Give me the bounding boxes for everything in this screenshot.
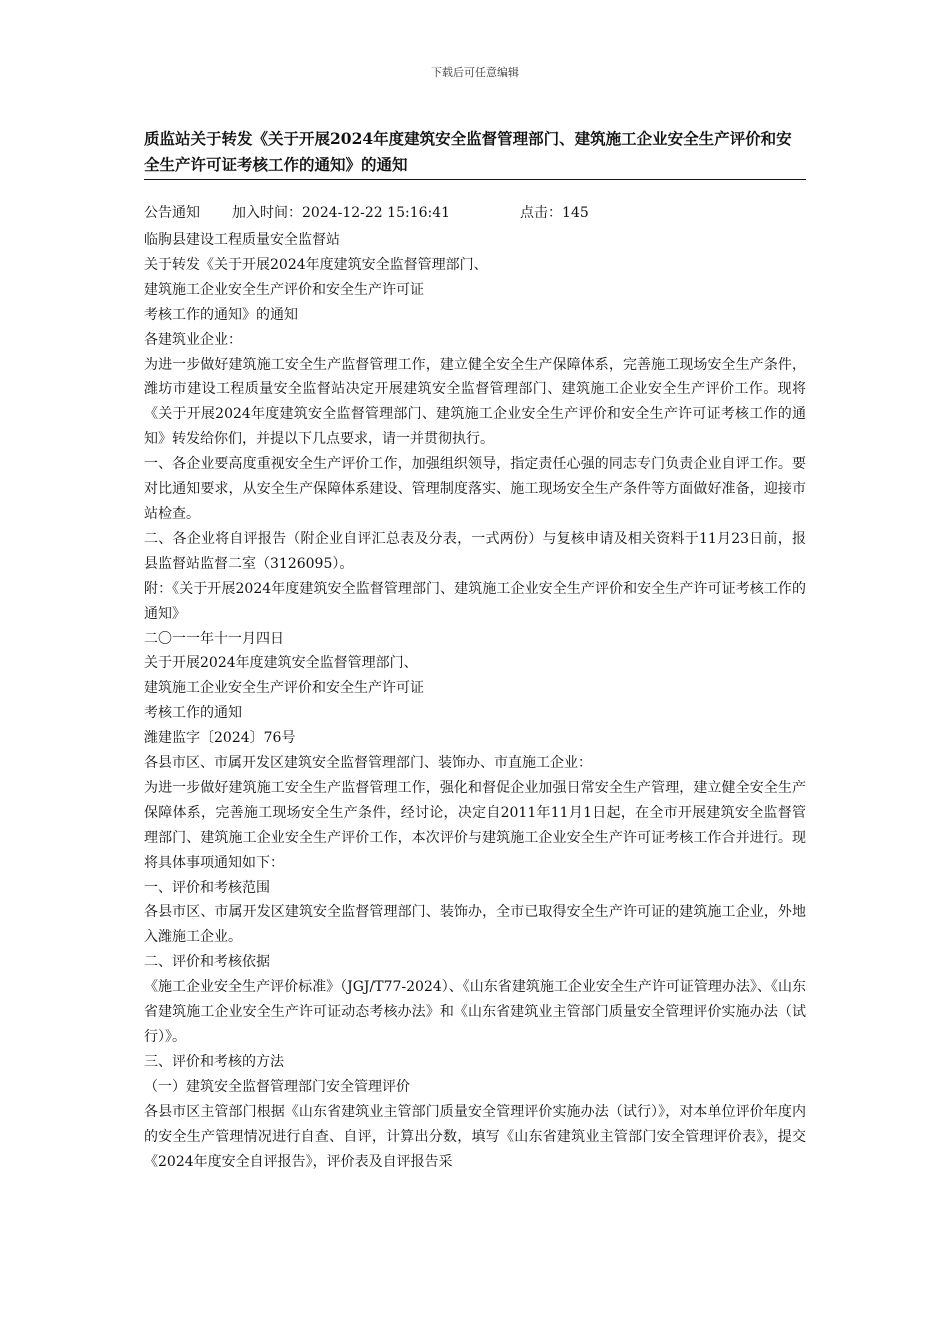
- paragraph: 潍建监字〔2024〕76号: [144, 730, 296, 747]
- paragraph: 各县市区主管部门根据《山东省建筑业主管部门质量安全管理评价实施办法（试行）》，对本单位评价年度内的安全生产管理情况进行自查、自评，计算出分数，填写《山东省建筑业主管部门安全管理评价表》，提交《2024年度安全自评报告》，评价表及自评报告采: [144, 1103, 806, 1170]
- paragraph: 二、各企业将自评报告（附企业自评汇总表及分表，一式两份）与复核申请及相关资料于11月23日前，报县监督站监督二室（3126095）。: [144, 530, 806, 572]
- paragraph: 临朐县建设工程质量安全监督站: [144, 232, 340, 248]
- paragraph: 《施工企业安全生产评价标准》（JGJ/T77-2024）、《山东省建筑施工企业安全生产许可证管理办法》、《山东省建筑施工企业安全生产许可证动态考核办法》和《山东省建筑业主管部门质量安全管理评价实施办法（试行）》。: [144, 979, 806, 1045]
- category-label: 公告通知: [144, 205, 200, 221]
- paragraph: 考核工作的通知》的通知: [144, 306, 298, 323]
- paragraph: 考核工作的通知: [144, 705, 242, 722]
- click-count: 点击：145: [520, 205, 589, 221]
- paragraph: 各建筑业企业：: [144, 331, 242, 348]
- document-meta: [144, 202, 806, 224]
- paragraph: 二〇一一年十一月四日: [144, 630, 284, 647]
- paragraph: 关于转发《关于开展2024年度建筑安全监督管理部门、: [144, 256, 488, 273]
- document-title: 质监站关于转发《关于开展2024年度建筑安全监督管理部门、建筑施工企业安全生产评价和安全生产许可证考核工作的通知》的通知: [144, 126, 806, 180]
- paragraph: （一）建筑安全监督管理部门安全管理评价: [144, 1078, 410, 1095]
- paragraph: 建筑施工企业安全生产评价和安全生产许可证: [144, 680, 424, 697]
- added-time: 加入时间：2024-12-22 15:16:41: [232, 205, 451, 221]
- paragraph: 为进一步做好建筑施工安全生产监督管理工作，强化和督促企业加强日常安全生产管理，建立健全安全生产保障体系，完善施工现场安全生产条件，经讨论，决定自2011年11月1日起，在全市开展建筑安全监督管理部门、建筑施工企业安全生产评价工作，本次评价与建筑施工企业安全生产许可证考核工作合并进行。现将具体事项通知如下：: [144, 779, 806, 871]
- paragraph: 建筑施工企业安全生产评价和安全生产许可证: [144, 281, 424, 298]
- document-body: [144, 228, 806, 1174]
- paragraph: 一、评价和考核范围: [144, 879, 270, 896]
- paragraph: 关于开展2024年度建筑安全监督管理部门、: [144, 655, 418, 672]
- paragraph: 各县市区、市属开发区建筑安全监督管理部门、装饰办、市直施工企业：: [144, 755, 592, 772]
- paragraph: 各县市区、市属开发区建筑安全监督管理部门、装饰办，全市已取得安全生产许可证的建筑施工企业，外地入潍施工企业。: [144, 904, 806, 946]
- page-header-note: 下载后可任意编辑: [431, 66, 519, 79]
- paragraph: 三、评价和考核的方法: [144, 1053, 284, 1070]
- paragraph: 附：《关于开展2024年度建筑安全监督管理部门、建筑施工企业安全生产评价和安全生产许可证考核工作的通知》: [144, 580, 806, 622]
- paragraph: 二、评价和考核依据: [144, 954, 270, 971]
- paragraph: 一、各企业要高度重视安全生产评价工作，加强组织领导，指定责任心强的同志专门负责企业自评工作。要对比通知要求，从安全生产保障体系建设、管理制度落实、施工现场安全生产条件等方面做好准备，迎接市站检查。: [144, 456, 806, 522]
- paragraph: 为进一步做好建筑施工安全生产监督管理工作，建立健全安全生产保障体系，完善施工现场安全生产条件，潍坊市建设工程质量安全监督站决定开展建筑安全监督管理部门、建筑施工企业安全生产评价工作。现将《关于开展2024年度建筑安全监督管理部门、建筑施工企业安全生产评价和安全生产许可证考核工作的通知》转发给你们，并提以下几点要求，请一并贯彻执行。: [144, 356, 806, 448]
